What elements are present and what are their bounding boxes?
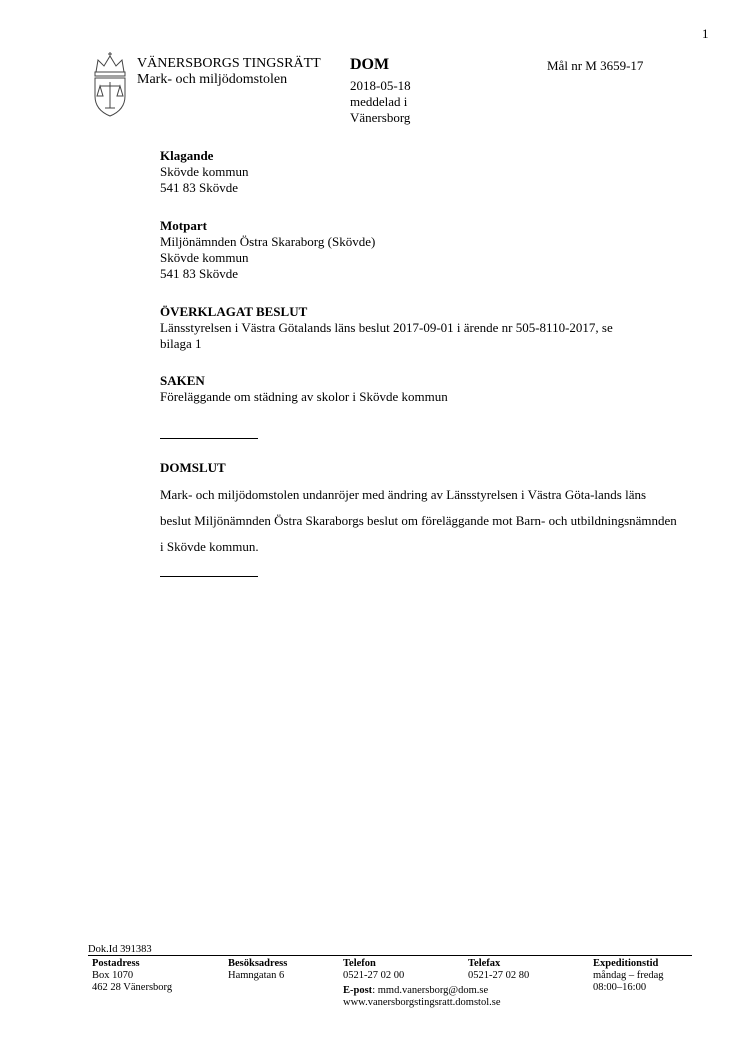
postal-heading: Postadress (92, 958, 140, 969)
document-type: DOM (350, 56, 390, 73)
matter-heading: SAKEN (160, 373, 205, 388)
respondent-section (160, 218, 640, 282)
appealed-decision-heading: ÖVERKLAGAT BESLUT (160, 304, 308, 319)
respondent-line: Miljönämnden Östra Skaraborg (Skövde) (160, 234, 376, 249)
footer-divider (88, 955, 692, 956)
appealed-decision-text: Länsstyrelsen i Västra Götalands läns beslut 2017-09-01 i ärende nr 505-8110-2017, se bilaga 1 (160, 320, 613, 351)
email-label: E-post (343, 985, 373, 996)
court-division: Mark- och miljödomstolen (137, 72, 288, 87)
footer-fax (468, 958, 529, 982)
appellant-line: Skövde kommun (160, 164, 249, 179)
respondent-heading: Motpart (160, 218, 207, 233)
court-name: VÄNERSBORGS TINGSRÄTT (137, 56, 321, 71)
web-link[interactable]: www.vanersborgstingsratt.domstol.se (343, 997, 501, 1008)
appellant-heading: Klagande (160, 148, 214, 163)
visiting-line: Hamngatan 6 (228, 970, 285, 981)
respondent-line: 541 83 Skövde (160, 266, 238, 281)
hours-line: måndag – fredag (593, 970, 664, 981)
footer-postal (92, 958, 172, 994)
phone-line: 0521-27 02 00 (343, 970, 405, 981)
visiting-heading: Besöksadress (228, 958, 288, 969)
page-number: 1 (702, 26, 709, 41)
appellant-line: 541 83 Skövde (160, 180, 238, 195)
respondent-line: Skövde kommun (160, 250, 249, 265)
hours-heading: Expeditionstid (593, 958, 659, 969)
postal-line: Box 1070 (92, 970, 134, 981)
court-crest-icon (88, 52, 132, 118)
verdict-heading: DOMSLUT (160, 460, 226, 475)
appellant-section (160, 148, 640, 196)
fax-heading: Telefax (468, 958, 501, 969)
announced-label: meddelad i (350, 94, 408, 109)
footer-hours (593, 958, 664, 994)
document-meta (350, 78, 411, 126)
matter-section (160, 373, 640, 405)
fax-line: 0521-27 02 80 (468, 970, 530, 981)
matter-text: Föreläggande om städning av skolor i Skövde kommun (160, 389, 448, 404)
email-link[interactable]: : mmd.vanersborg@dom.se (372, 985, 489, 996)
court-block (137, 56, 321, 88)
verdict-section (160, 460, 680, 560)
hours-line: 08:00–16:00 (593, 982, 647, 993)
divider (160, 576, 258, 577)
divider (160, 438, 258, 439)
postal-line: 462 28 Vänersborg (92, 982, 173, 993)
phone-heading: Telefon (343, 958, 376, 969)
document-id: Dok.Id 391383 (88, 944, 152, 955)
verdict-text: Mark- och miljödomstolen undanröjer med ändring av Länsstyrelsen i Västra Göta-lands läns beslut Miljönämnden Östra Skaraborgs beslut om föreläggande mot Barn- och utbildningsnämnden i Skövde kommun. (160, 487, 677, 554)
appealed-decision-section (160, 304, 640, 352)
email-line (343, 985, 501, 997)
footer-visiting (228, 958, 287, 982)
document-date: 2018-05-18 (350, 78, 411, 93)
announced-place: Vänersborg (350, 110, 411, 125)
case-number: Mål nr M 3659-17 (547, 58, 644, 73)
